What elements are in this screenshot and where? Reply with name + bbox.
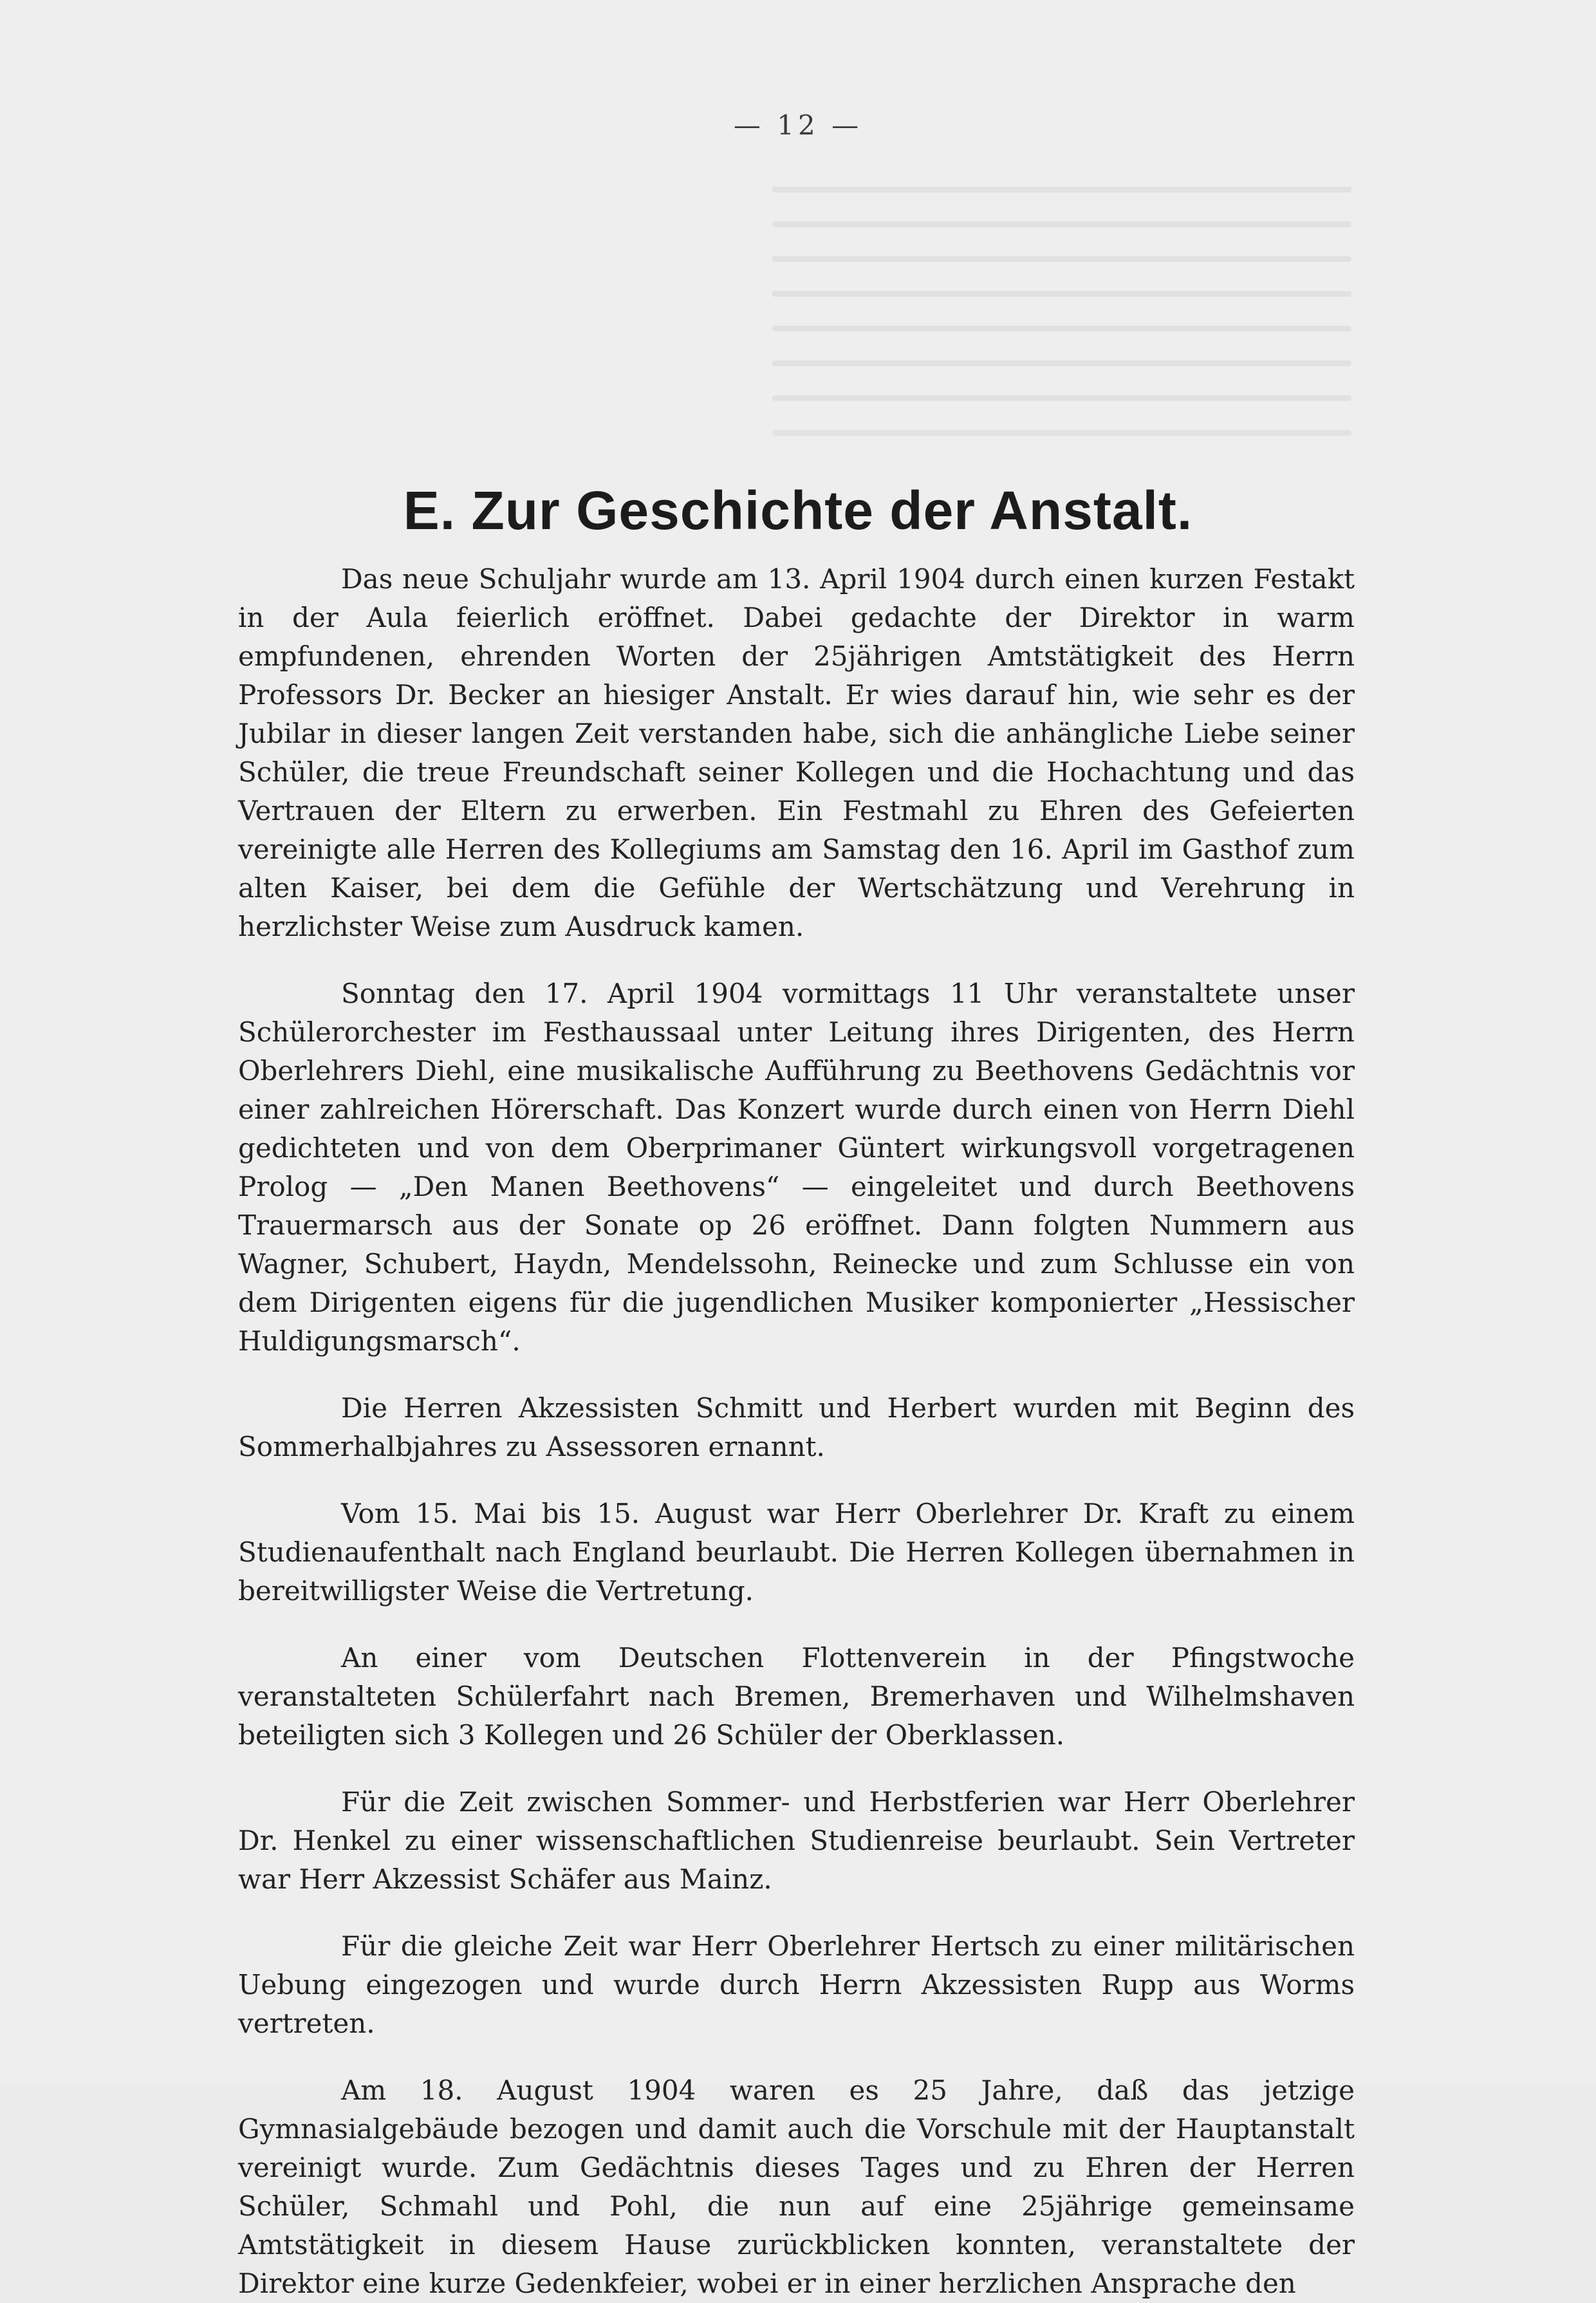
paragraph-study-trip-henkel: Für die Zeit zwischen Sommer- und Herbstferien war Herr Oberlehrer Dr. Henkel zu einer wissenschaftlichen Studienreise beurlaubt. Sein Vertreter war Herr Akzessist Schäfer aus Mainz. (238, 1786, 1355, 1895)
paragraph-fleet-association-trip: An einer vom Deutschen Flottenverein in der Pfingstwoche veranstalteten Schülerfahrt nach Bremen, Bremerhaven und Wilhelmshaven beteiligten sich 3 Kollegen und 26 Schüler der Oberklassen. (238, 1642, 1355, 1751)
bleed-through-shadow (772, 187, 1351, 483)
paragraph-orchestra-concert: Sonntag den 17. April 1904 vormittags 11 Uhr veranstaltete unser Schülerorchester im Festhaussaal unter Leitung ihres Dirigenten, des Herrn Oberlehrers Diehl, eine musikalische Aufführung zu Beethovens Gedächtnis vor einer zahlreichen Hörerschaft. Das Konzert wurde durch einen von Herrn Diehl gedichteten und von dem Oberprimaner Güntert wirkungsvoll vorgetragenen Prolog — „Den Manen Beethovens“ — eingeleitet und durch Beethovens Trauermarsch aus der Sonate op 26 eröffnet. Dann folgten Nummern aus Wagner, Schubert, Haydn, Mendelssohn, Reinecke und zum Schlusse ein von dem Dirigenten eigens für die jugendlichen Musiker komponierter „Hessischer Huldigungsmarsch“. (238, 978, 1355, 1357)
body-text (238, 560, 1355, 2303)
paragraph-assessors: Die Herren Akzessisten Schmitt und Herbert wurden mit Beginn des Sommerhalbjahres zu Assessoren ernannt. (238, 1392, 1355, 1462)
paragraph-opening-ceremony: Das neue Schuljahr wurde am 13. April 1904 durch einen kurzen Festakt in der Aula feierlich eröffnet. Dabei gedachte der Direktor in warm empfundenen, ehrenden Worten der 25jährigen Amtstätigkeit des Herrn Professors Dr. Becker an hiesiger Anstalt. Er wies darauf hin, wie sehr es der Jubilar in dieser langen Zeit verstanden habe, sich die anhängliche Liebe seiner Schüler, die treue Freundschaft seiner Kollegen und die Hochachtung und das Vertrauen der Eltern zu erwerben. Ein Festmahl zu Ehren des Gefeierten vereinigte alle Herren des Kollegiums am Samstag den 16. April im Gasthof zum alten Kaiser, bei dem die Gefühle der Wertschätzung und Verehrung in herzlichster Weise zum Ausdruck kamen. (238, 563, 1355, 942)
paragraph-building-anniversary: Am 18. August 1904 waren es 25 Jahre, daß das jetzige Gymnasialgebäude bezogen und damit auch die Vorschule mit der Hauptanstalt vereinigt wurde. Zum Gedächtnis dieses Tages und zu Ehren der Herren Schüler, Schmahl und Pohl, die nun auf eine 25jährige gemeinsame Amtstätigkeit in diesem Hause zurückblicken konnten, veranstaltete der Direktor eine kurze Gedenkfeier, wobei er in einer herzlichen Ansprache den (238, 2075, 1355, 2299)
paragraph-study-leave-england: Vom 15. Mai bis 15. August war Herr Oberlehrer Dr. Kraft zu einem Studienaufenthalt nach England beurlaubt. Die Herren Kollegen übernahmen in bereitwilligster Weise die Vertretung. (238, 1498, 1355, 1607)
page-number: — 12 — (733, 109, 863, 141)
paragraph-military-exercise: Für die gleiche Zeit war Herr Oberlehrer Hertsch zu einer militärischen Uebung eingezogen und wurde durch Herrn Akzessisten Rupp aus Worms vertreten. (238, 1930, 1355, 2039)
section-heading: E. Zur Geschichte der Anstalt. (403, 480, 1193, 541)
